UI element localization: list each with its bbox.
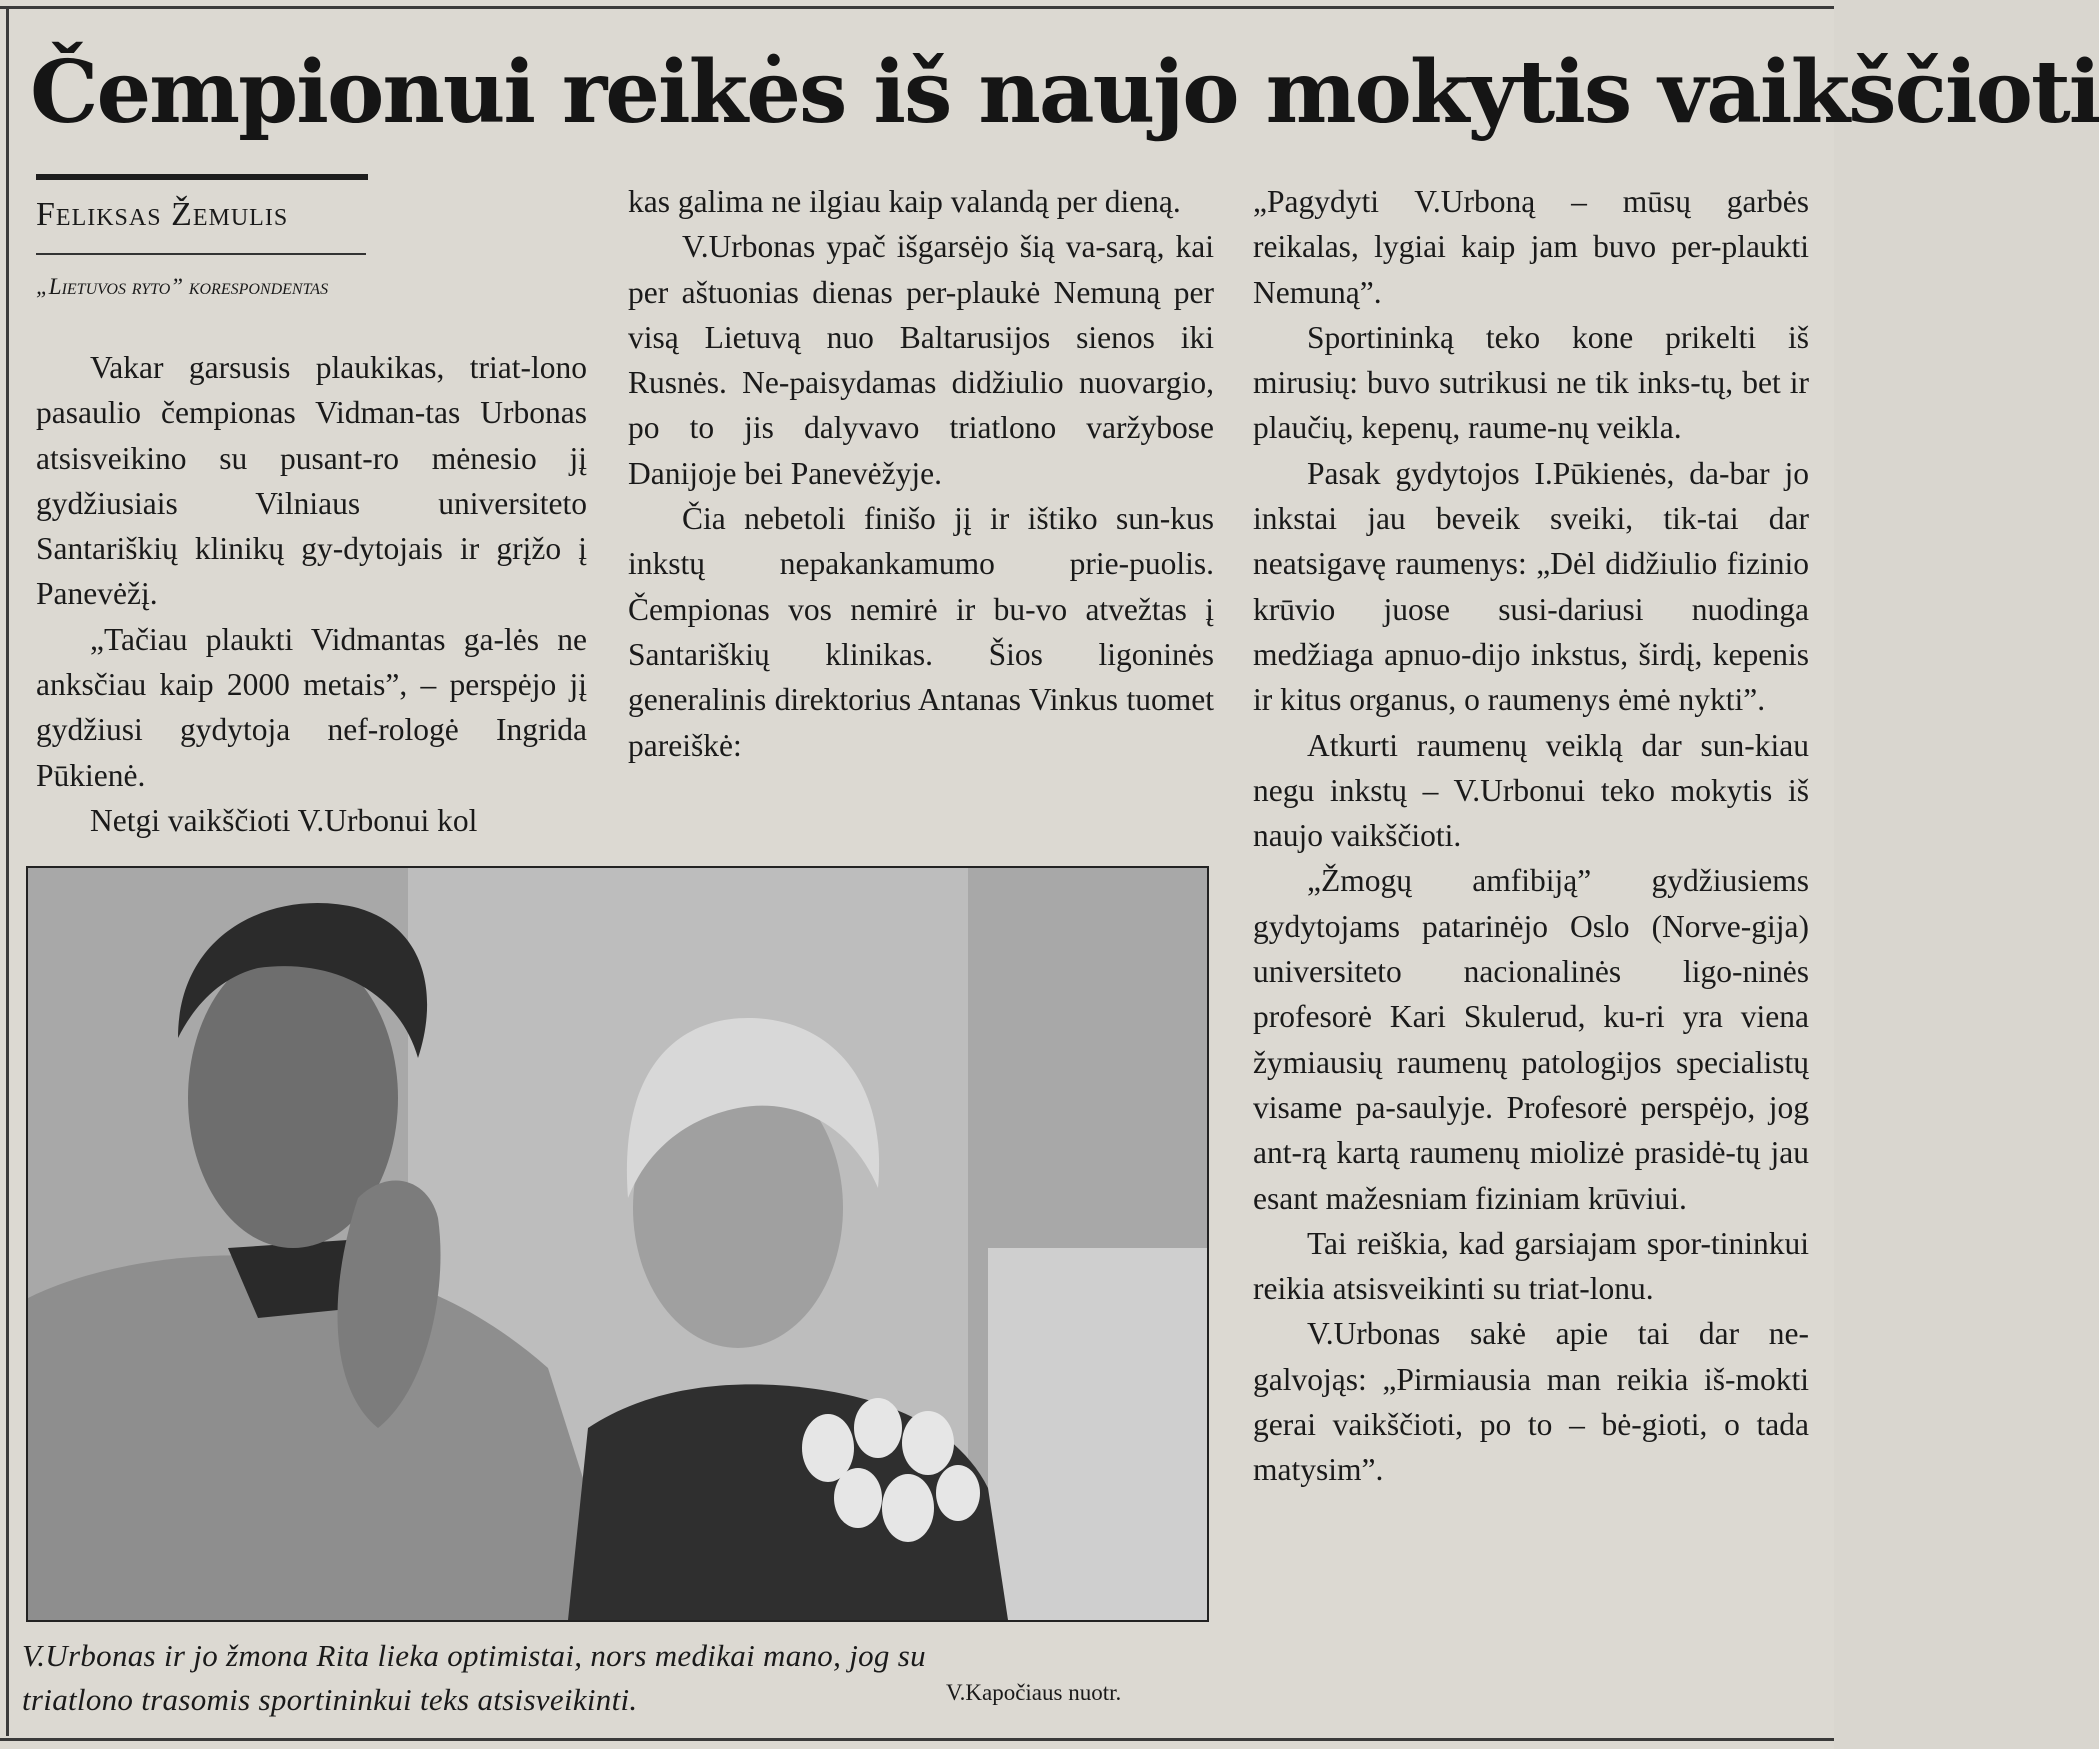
top-border <box>0 6 1834 9</box>
byline-rule-bottom <box>36 253 366 255</box>
photo-illustration <box>28 868 1207 1620</box>
article-column-3 <box>1253 179 1809 1493</box>
paragraph-continued: „Pagydyti V.Urboną – mūsų garbės reikalas, lygiai kaip jam buvo per-plaukti Nemuną”. <box>1253 184 1809 310</box>
bottom-border <box>0 1738 1834 1741</box>
article-photo <box>26 866 1209 1622</box>
byline-rule-top <box>36 174 368 180</box>
paragraph-continued: kas galima ne ilgiau kaip valandą per dieną. <box>628 184 1181 219</box>
paragraph: Vakar garsusis plaukikas, triat-lono pasaulio čempionas Vidman-tas Urbonas atsisveikino su pusant-ro mėnesio jį gydžiusiais Vilniaus universiteto Santariškių klinikų gy-dytojais ir grįžo į Panevėžį. <box>36 350 587 612</box>
paragraph: Tai reiškia, kad garsiajam spor-tininkui reikia atsisveikinti su triat-lonu. <box>1253 1225 1809 1307</box>
left-border <box>6 6 9 1736</box>
paragraph: V.Urbonas ypač išgarsėjo šią va-sarą, kai per aštuonias dienas per-plaukė Nemuną per visą Lietuvą nuo Baltarusijos sienos iki Rusnės. Ne-paisydamas didžiulio nuovargio, po to jis dalyvavo triatlono varžybose Danijoje bei Panevėžyje. <box>628 229 1214 491</box>
paragraph: Čia nebetoli finišo jį ir ištiko sun-kus inkstų nepakankamumo prie-puolis. Čempionas vos nemirė ir bu-vo atvežtas į Santariškių klinikas. Šios ligoninės generalinis direktorius Antanas Vinkus tuomet pareiškė: <box>628 501 1214 763</box>
paragraph: Atkurti raumenų veiklą dar sun-kiau negu inkstų – V.Urbonui teko mokytis iš naujo vaikščioti. <box>1253 727 1809 854</box>
paragraph: Netgi vaikščioti V.Urbonui kol <box>90 802 478 838</box>
photo-credit: V.Kapočiaus nuotr. <box>946 1680 1122 1705</box>
article-author: Feliksas Žemulis <box>36 196 289 233</box>
paragraph: V.Urbonas sakė apie tai dar ne-galvojąs: „Pirmiausia man reikia iš-mokti gerai vaikščioti, po to – bė-gioti, o tada matysim”. <box>1253 1316 1809 1488</box>
paragraph: Sportininką teko kone prikelti iš mirusių: buvo sutrikusi ne tik inks-tų, bet ir plaučių, kepenų, raume-nų veikla. <box>1253 319 1809 446</box>
paragraph: Pasak gydytojos I.Pūkienės, da-bar jo inkstai jau beveik sveiki, tik-tai dar neatsigavę raumenys: „Dėl didžiulio fizinio krūvio juose susi-dariusi nuodinga medžiaga apnuo-dijo inkstus, širdį, kepenis ir kitus organus, o raumenys ėmė nykti”. <box>1253 455 1809 718</box>
article-headline: Čempionui reikės iš naujo mokytis vaikščioti <box>30 42 2099 143</box>
article-column-1 <box>36 345 587 843</box>
paragraph: „Tačiau plaukti Vidmantas ga-lės ne anksčiau kaip 2000 metais”, – perspėjo jį gydžiusi gydytoja nef-rologė Ingrida Pūkienė. <box>36 621 587 793</box>
paragraph: „Žmogų amfibiją” gydžiusiems gydytojams patarinėjo Oslo (Norve-gija) universiteto nacionalinės ligo-ninės profesorė Kari Skulerud, ku-ri yra viena žymiausių raumenų patologijos specialistų visame pa-saulyje. Profesorė perspėjo, jog ant-rą kartą raumenų miolizė prasidė-tų jau esant mažesniam fiziniam krūviui. <box>1253 863 1809 1216</box>
article-column-2 <box>628 179 1214 768</box>
author-role: „Lietuvos ryto” korespondentas <box>36 274 329 299</box>
photo-caption: V.Urbonas ir jo žmona Rita lieka optimistai, nors medikai mano, jog su triatlono trasomis sportininkui teks atsisveikinti. <box>22 1638 926 1717</box>
